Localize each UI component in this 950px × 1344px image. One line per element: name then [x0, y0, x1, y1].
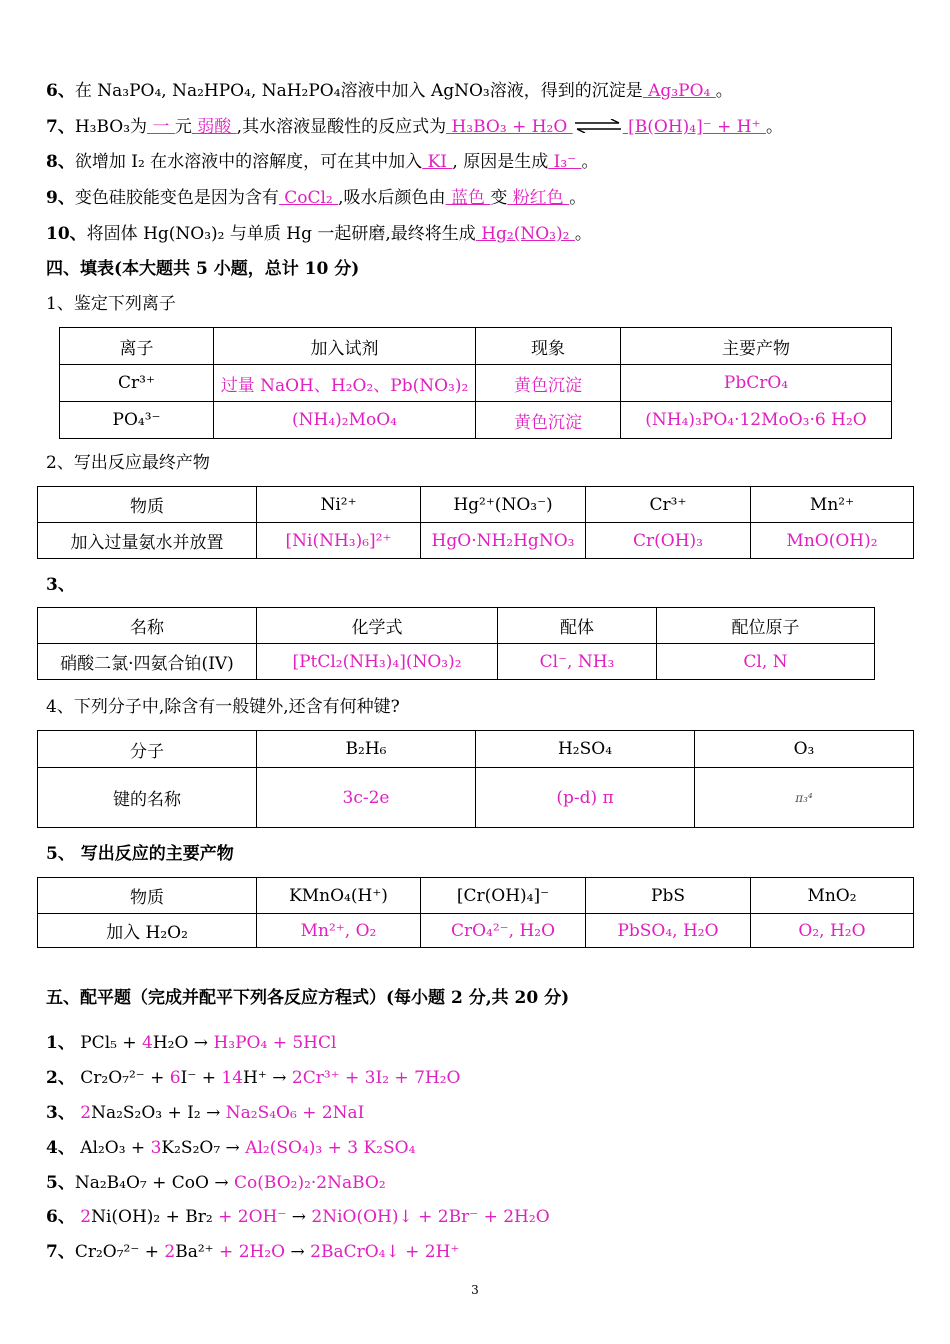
- answer-blank: Ag₃PO₄: [642, 81, 716, 101]
- header-cell: 配体: [498, 608, 657, 644]
- table-row: [38, 644, 875, 680]
- answer-blank: KI: [422, 152, 453, 172]
- table-row: [60, 402, 892, 439]
- question-number: 6、: [46, 81, 75, 101]
- table-row: [38, 914, 914, 948]
- header-cell: [Cr(OH)₄]⁻: [421, 878, 586, 914]
- header-cell: O₃: [695, 731, 914, 768]
- cell-product: (NH₄)₃PO₄·12MoO₃·6 H₂O: [621, 402, 892, 439]
- header-cell: 现象: [476, 328, 621, 365]
- cell-bond: (p-d) π: [476, 768, 695, 828]
- header-cell: Cr³⁺: [586, 487, 751, 523]
- answer-blank: H₃BO₃ + H₂O: [446, 117, 573, 137]
- equation-7: [46, 1241, 459, 1263]
- ion-identification-table: [59, 327, 892, 439]
- header-cell: B₂H₆: [257, 731, 476, 768]
- equation-6: [46, 1206, 550, 1228]
- cell-product: O₂, H₂O: [751, 914, 914, 948]
- header-cell: PbS: [586, 878, 751, 914]
- question-text: 在 Na₃PO₄, Na₂HPO₄, NaH₂PO₄溶液中加入 AgNO₃溶液，得到的沉淀是: [74, 81, 643, 101]
- punctuation: 。: [569, 188, 587, 208]
- table-row: [38, 523, 914, 559]
- h2o2-products-table: [37, 877, 914, 948]
- cell-condition: 加入 H₂O₂: [38, 914, 257, 948]
- question-text: 变色硅胶能变色是因为含有: [74, 188, 279, 208]
- equation-given: Cr₂O₇²⁻ +: [74, 1242, 165, 1262]
- question-8: [46, 151, 599, 173]
- cell-product: PbSO₄, H₂O: [586, 914, 751, 948]
- equation-number: 3、: [46, 1103, 75, 1123]
- question-text: ,其水溶液显酸性的反应式为: [236, 117, 447, 137]
- punctuation: 。: [581, 152, 599, 172]
- table-4-heading: 4、下列分子中,除含有一般键外,还含有何种键?: [46, 697, 400, 717]
- equation-given: Cr₂O₇²⁻ +: [74, 1068, 170, 1088]
- cell-product: [Ni(NH₃)₆]²⁺: [257, 523, 421, 559]
- table-2-heading: 2、写出反应最终产物: [46, 453, 210, 473]
- cell-product: CrO₄²⁻, H₂O: [421, 914, 586, 948]
- header-cell: Hg²⁺(NO₃⁻): [421, 487, 586, 523]
- equation-answer: + 2H₂O: [219, 1242, 286, 1262]
- answer-blank: CoCl₂: [278, 188, 339, 208]
- equation-answer: 2: [74, 1103, 92, 1123]
- cell-name: 硝酸二氯·四氨合铂(IV): [38, 644, 257, 680]
- complex-naming-table: [37, 607, 875, 680]
- equation-answer: 6: [169, 1068, 181, 1088]
- answer-blank: I₃⁻: [548, 152, 582, 172]
- question-7: [46, 116, 783, 139]
- question-text: 将固体 Hg(NO₃)₂ 与单质 Hg 一起研磨,最终将生成: [86, 224, 476, 244]
- equation-answer: 2Cr³⁺ + 3I₂ + 7H₂O: [291, 1068, 461, 1088]
- cell-formula: [PtCl₂(NH₃)₄](NO₃)₂: [257, 644, 498, 680]
- equation-4: [46, 1137, 415, 1159]
- header-cell: MnO₂: [751, 878, 914, 914]
- equation-answer: 14: [221, 1068, 244, 1088]
- equation-given: PCl₅ +: [74, 1033, 142, 1053]
- equation-answer: 2: [164, 1242, 176, 1262]
- equation-given: H₂O →: [152, 1033, 214, 1053]
- header-cell: 物质: [38, 487, 257, 523]
- question-6: [46, 80, 733, 102]
- equation-answer: Na₂S₄O₆ + 2NaI: [225, 1103, 365, 1123]
- equation-answer: Al₂(SO₄)₃ + 3 K₂SO₄: [245, 1138, 416, 1158]
- equation-number: 6、: [46, 1207, 75, 1227]
- equation-given: Ni(OH)₂ + Br₂: [91, 1207, 219, 1227]
- cell-condition: 加入过量氨水并放置: [38, 523, 257, 559]
- header-cell: 物质: [38, 878, 257, 914]
- table-3-heading: 3、: [46, 575, 75, 595]
- question-9: [46, 187, 586, 209]
- cell-ligand: Cl⁻, NH₃: [498, 644, 657, 680]
- equation-given: Na₂B₄O₇ + CoO →: [74, 1173, 235, 1193]
- question-text: 变: [490, 188, 508, 208]
- equation-answer: 2: [74, 1207, 92, 1227]
- question-text: ,吸水后颜色由: [338, 188, 446, 208]
- question-number: 9、: [46, 188, 75, 208]
- equation-given: I⁻ +: [180, 1068, 222, 1088]
- equation-5: [46, 1172, 386, 1194]
- answer-blank: 粉红色: [507, 188, 570, 208]
- equation-answer: 2BaCrO₄↓ + 2H⁺: [310, 1242, 460, 1262]
- header-cell: 配位原子: [657, 608, 875, 644]
- equation-answer: 2NiO(OH)↓ + 2Br⁻ + 2H₂O: [311, 1207, 550, 1227]
- answer-blank: 蓝色: [445, 188, 491, 208]
- punctuation: 。: [574, 224, 592, 244]
- header-cell: 加入试剂: [214, 328, 476, 365]
- equation-answer: H₃PO₄ + 5HCl: [213, 1033, 337, 1053]
- equation-given: Ba²⁺: [175, 1242, 220, 1262]
- question-10: [46, 223, 592, 245]
- header-cell: 离子: [60, 328, 214, 365]
- equation-number: 7、: [46, 1242, 75, 1262]
- cell-coordinating-atom: Cl, N: [657, 644, 875, 680]
- header-cell: 名称: [38, 608, 257, 644]
- equation-1: [46, 1032, 336, 1054]
- equation-given: H⁺ →: [243, 1068, 292, 1088]
- question-number: 7、: [46, 117, 75, 137]
- equation-given: →: [285, 1242, 311, 1262]
- answer-blank: 一: [147, 117, 175, 137]
- equation-given: Na₂S₂O₃ + I₂ →: [91, 1103, 226, 1123]
- header-cell: 主要产物: [621, 328, 892, 365]
- equation-number: 5、: [46, 1173, 75, 1193]
- equation-number: 4、: [46, 1138, 75, 1158]
- bond-type-table: [37, 730, 914, 828]
- equilibrium-arrow-icon: [573, 117, 623, 139]
- cell-reagent: 过量 NaOH、H₂O₂、Pb(NO₃)₂: [214, 365, 476, 402]
- page-number: 3: [471, 1283, 479, 1297]
- cell-phenomenon: 黄色沉淀: [476, 365, 621, 402]
- header-cell: 分子: [38, 731, 257, 768]
- cell-product: PbCrO₄: [621, 365, 892, 402]
- final-products-table: [37, 486, 914, 559]
- question-text: H₃BO₃为: [74, 117, 148, 137]
- cell-ion: Cr³⁺: [60, 365, 214, 402]
- cell-bond: 3c-2e: [257, 768, 476, 828]
- section-5-title: 五、配平题（完成并配平下列各反应方程式）(每小题 2 分,共 20 分): [46, 988, 570, 1008]
- cell-phenomenon: 黄色沉淀: [476, 402, 621, 439]
- cell-product: MnO(OH)₂: [751, 523, 914, 559]
- question-text: , 原因是生成: [452, 152, 549, 172]
- cell-ion: PO₄³⁻: [60, 402, 214, 439]
- cell-label: 键的名称: [38, 768, 257, 828]
- question-text: 欲增加 I₂ 在水溶液中的溶解度，可在其中加入: [74, 152, 423, 172]
- equation-answer: 4: [142, 1033, 153, 1053]
- cell-product: Cr(OH)₃: [586, 523, 751, 559]
- cell-reagent: (NH₄)₂MoO₄: [214, 402, 476, 439]
- punctuation: 。: [765, 117, 783, 137]
- question-number: 8、: [46, 152, 75, 172]
- answer-blank: Hg₂(NO₃)₂: [475, 224, 575, 244]
- table-5-heading: 5、 写出反应的主要产物: [46, 844, 234, 864]
- equation-answer: Co(BO₂)₂·2NaBO₂: [234, 1173, 386, 1193]
- question-text: 元: [174, 117, 192, 137]
- equation-2: [46, 1067, 460, 1089]
- question-number: 10、: [46, 224, 87, 244]
- cell-bond: π₃⁴: [695, 768, 914, 828]
- equation-number: 1、: [46, 1033, 75, 1053]
- section-4-title: 四、填表(本大题共 5 小题，总计 10 分): [46, 259, 360, 279]
- equation-given: Al₂O₃ +: [74, 1138, 151, 1158]
- header-cell: KMnO₄(H⁺): [257, 878, 421, 914]
- header-cell: H₂SO₄: [476, 731, 695, 768]
- header-cell: Ni²⁺: [257, 487, 421, 523]
- header-cell: Mn²⁺: [751, 487, 914, 523]
- table-row: [38, 768, 914, 828]
- equation-given: →: [286, 1207, 312, 1227]
- equation-given: K₂S₂O₇ →: [161, 1138, 246, 1158]
- punctuation: 。: [715, 81, 733, 101]
- table-1-heading: 1、鉴定下列离子: [46, 294, 176, 314]
- answer-blank: 弱酸: [191, 117, 237, 137]
- cell-product: HgO·NH₂HgNO₃: [421, 523, 586, 559]
- equation-answer: + 2OH⁻: [218, 1207, 287, 1227]
- cell-product: Mn²⁺, O₂: [257, 914, 421, 948]
- header-cell: 化学式: [257, 608, 498, 644]
- equation-3: [46, 1102, 364, 1124]
- table-row: [60, 365, 892, 402]
- equation-answer: 3: [150, 1138, 162, 1158]
- equation-number: 2、: [46, 1068, 75, 1088]
- answer-blank: [B(OH)₄]⁻ + H⁺: [622, 117, 766, 137]
